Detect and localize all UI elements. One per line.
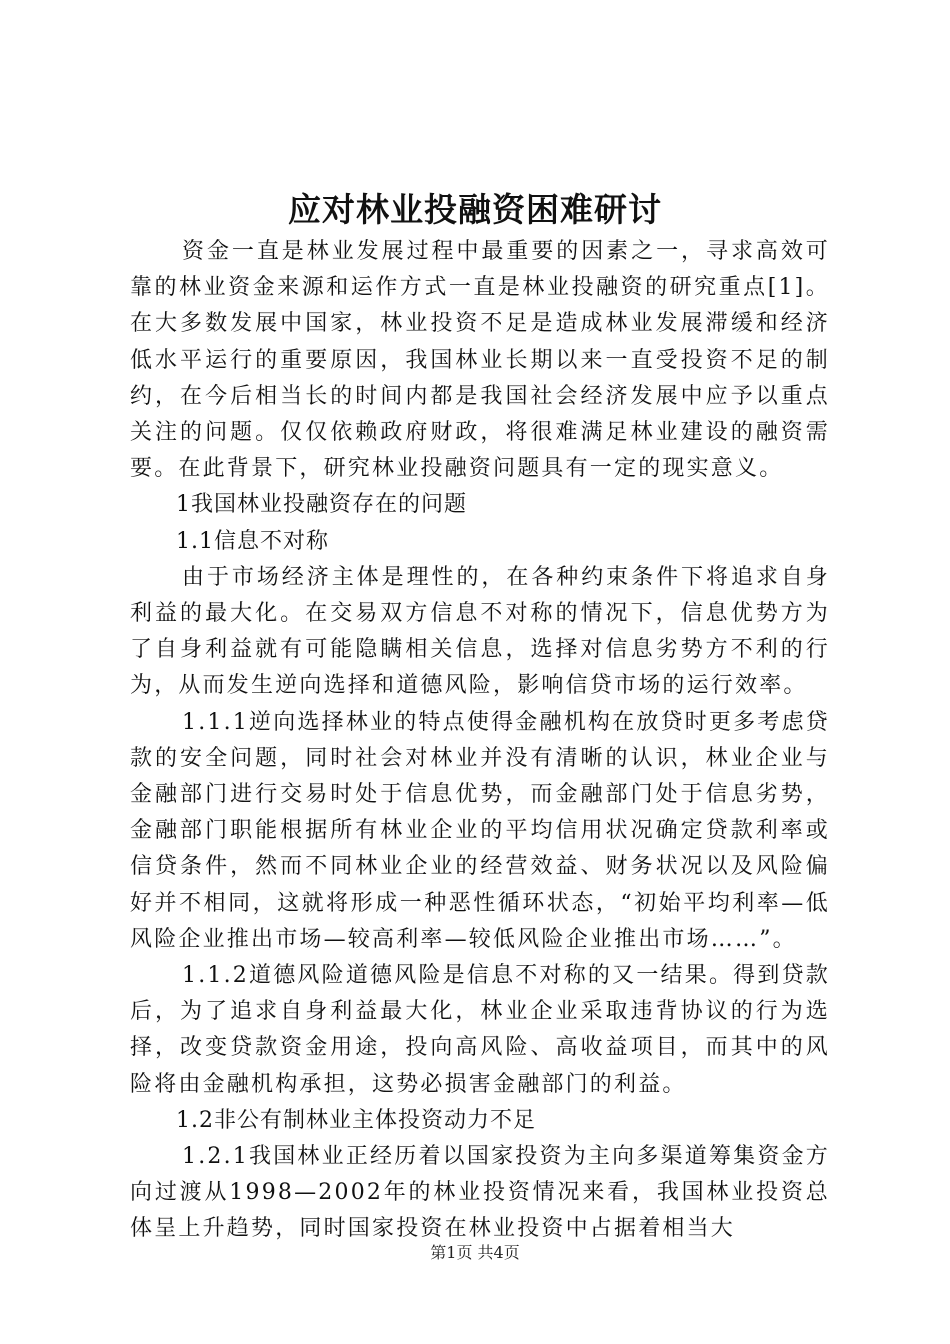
document-title: 应对林业投融资困难研讨 bbox=[288, 190, 662, 229]
intro-paragraph: 资金一直是林业发展过程中最重要的因素之一，寻求高效可靠的林业资金来源和运作方式一直是林业投融资的研究重点[1]。在大多数发展中国家，林业投资不足是造成林业发展滞缓和经济低水平运行的重要原因，我国林业长期以来一直受投资不足的制约，在今后相当长的时间内都是我国社会经济发展中应予以重点关注的问题。仅仅依赖政府财政，将很难满足林业建设的融资需要。在此背景下，研究林业投融资问题具有一定的现实意义。 bbox=[130, 239, 830, 482]
body-paragraph: 1.1.2道德风险道德风险是信息不对称的又一结果。得到贷款后，为了追求自身利益最大化，林业企业采取违背协议的行为选择，改变贷款资金用途，投向高风险、高收益项目，而其中的风险将由金融机构承担，这势必损害金融部门的利益。 bbox=[130, 963, 830, 1097]
body-paragraph: 1.2.1我国林业正经历着以国家投资为主向多渠道筹集资金方向过渡从1998—2002年的林业投资情况来看，我国林业投资总体呈上升趋势，同时国家投资在林业投资中占据着相当大 bbox=[130, 1144, 830, 1242]
subsection-heading-1-2: 1.2非公有制林业主体投资动力不足 bbox=[176, 1107, 536, 1133]
document-body bbox=[130, 234, 830, 1248]
subsection-heading-1-1: 1.1信息不对称 bbox=[176, 528, 329, 554]
section-heading-1: 1我国林业投融资存在的问题 bbox=[176, 492, 467, 518]
body-paragraph: 1.1.1逆向选择林业的特点使得金融机构在放贷时更多考虑贷款的安全问题，同时社会对林业并没有清晰的认识，林业企业与金融部门进行交易时处于信息优势，而金融部门处于信息劣势，金融部门职能根据所有林业企业的平均信用状况确定贷款利率或信贷条件，然而不同林业企业的经营效益、财务状况以及风险偏好并不相同，这就将形成一种恶性循环状态，“初始平均利率—低风险企业推出市场—较高利率—较低风险企业推出市场……”。 bbox=[130, 709, 830, 952]
body-paragraph: 由于市场经济主体是理性的，在各种约束条件下将追求自身利益的最大化。在交易双方信息不对称的情况下，信息优势方为了自身利益就有可能隐瞒相关信息，选择对信息劣势方不利的行为，从而发生逆向选择和道德风险，影响信贷市场的运行效率。 bbox=[130, 564, 830, 699]
page-footer: 第1页 共4页 bbox=[430, 1243, 520, 1262]
